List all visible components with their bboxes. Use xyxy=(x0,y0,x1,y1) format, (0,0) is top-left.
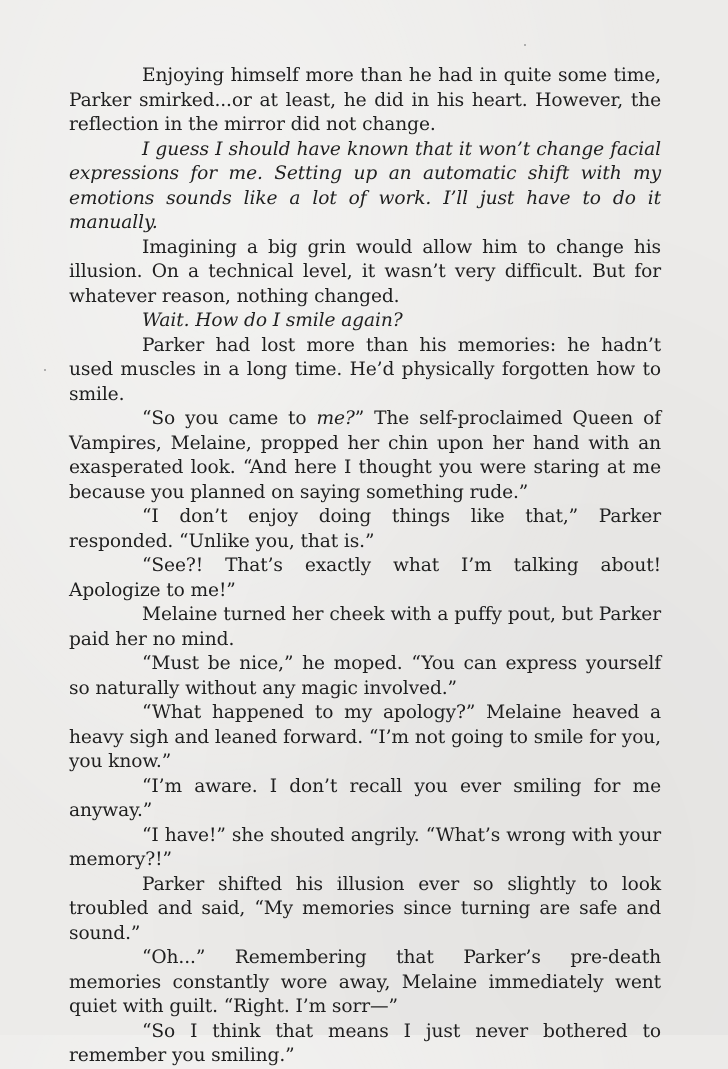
paragraph xyxy=(69,824,661,873)
paragraph xyxy=(69,309,661,334)
paragraph-text: ” The self-proclaimed Queen of Vampires, Melaine, propped her chin upon her hand with an exasperated look. “And here I thought you were staring at me because you planned on saying something rude.” xyxy=(69,408,661,503)
paragraph-text: Melaine turned her cheek with a puffy pout, but Parker paid her no mind. xyxy=(69,604,661,650)
paragraph-text: Parker shifted his illusion ever so slightly to look troubled and said, “My memories since turning are safe and sound.” xyxy=(69,873,661,944)
paragraph xyxy=(69,554,661,603)
paragraph xyxy=(69,138,661,236)
paragraph-text: “I don’t enjoy doing things like that,” Parker responded. “Unlike you, that is.” xyxy=(69,506,661,552)
paragraph xyxy=(69,236,661,310)
paragraph-text: I guess I should have known that it won’t change facial expressions for me. Setting up an automatic shift with my emotions sounds like a lot of work. I’ll just have to do it manually. xyxy=(69,138,661,233)
paragraph xyxy=(69,701,661,775)
paper-speck xyxy=(524,44,526,46)
paragraph-text: Parker had lost more than his memories: he hadn’t used muscles in a long time. He’d physically forgotten how to smile. xyxy=(69,334,661,405)
paragraph-text: “Oh...” Remembering that Parker’s pre-death memories constantly wore away, Melaine immediately went quiet with guilt. “Right. I’m sorr—” xyxy=(69,947,661,1017)
paragraph xyxy=(69,603,661,652)
paragraph xyxy=(69,652,661,701)
paper-speck xyxy=(44,369,46,371)
paragraph xyxy=(69,873,661,947)
paragraph-text: “So I think that means I just never bothered to remember you smiling.” xyxy=(69,1020,661,1066)
paragraph-text: “Must be nice,” he moped. “You can express yourself so naturally without any magic involved.” xyxy=(69,653,661,699)
paragraph xyxy=(69,1020,661,1069)
paragraph xyxy=(69,334,661,408)
book-page-text xyxy=(69,64,661,1069)
paragraph-text: “See?! That’s exactly what I’m talking about! Apologize to me!” xyxy=(69,555,661,601)
paragraph xyxy=(69,505,661,554)
paragraph-text: “So you came to xyxy=(142,408,317,429)
paragraph-text: Enjoying himself more than he had in quite some time, Parker smirked...or at least, he did in his heart. However, the reflection in the mirror did not change. xyxy=(69,65,661,135)
paragraph-text: “I’m aware. I don’t recall you ever smiling for me anyway.” xyxy=(69,775,661,821)
paragraph-italic-text: me? xyxy=(316,408,355,429)
paragraph-text: Imagining a big grin would allow him to change his illusion. On a technical level, it wasn’t very difficult. But for whatever reason, nothing changed. xyxy=(69,236,661,307)
paragraph xyxy=(69,64,661,138)
paragraph xyxy=(69,407,661,505)
paragraph-text: Wait. How do I smile again? xyxy=(142,310,403,331)
paragraph-text: “I have!” she shouted angrily. “What’s wrong with your memory?!” xyxy=(69,824,661,870)
paragraph xyxy=(69,946,661,1020)
paragraph xyxy=(69,775,661,824)
paragraph-text: “What happened to my apology?” Melaine heaved a heavy sigh and leaned forward. “I’m not going to smile for you, you know.” xyxy=(69,702,661,772)
